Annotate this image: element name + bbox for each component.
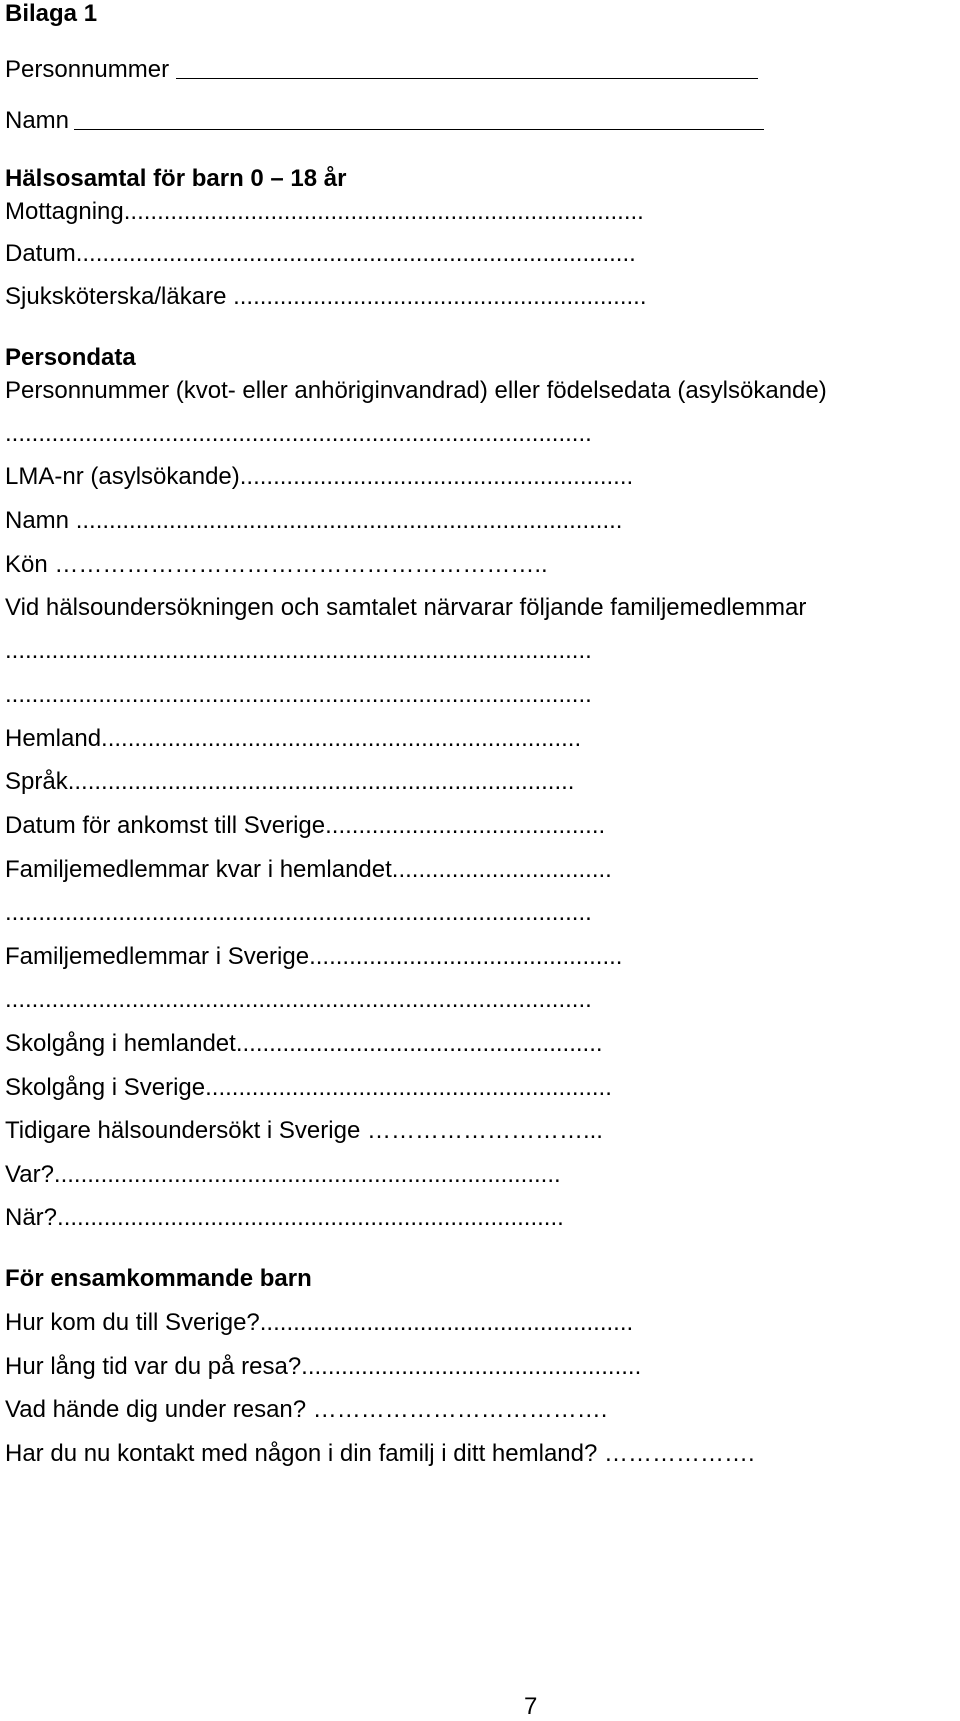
tidigare-halsoundersokt-field: Tidigare hälsoundersökt i Sverige ………………………... <box>5 1117 603 1144</box>
personnummer-kvot-dots: ........................................................................................ <box>5 420 592 447</box>
namn-label: Namn <box>5 107 70 134</box>
vad-hande-field: Vad hände dig under resan? ………………………………. <box>5 1396 608 1423</box>
personnummer-field-line[interactable] <box>176 78 758 79</box>
section-heading-ensamkommande: För ensamkommande barn <box>5 1265 312 1292</box>
personnummer-label: Personnummer <box>5 56 170 83</box>
section-heading-halsosamtal: Hälsosamtal för barn 0 – 18 år <box>5 165 347 192</box>
namn-field-line[interactable] <box>74 129 764 130</box>
page-number: 7 <box>524 1693 538 1720</box>
namn-field: Namn .................................................................................. <box>5 507 623 534</box>
sjukskoterska-field: Sjuksköterska/läkare .............................................................. <box>5 283 647 310</box>
hur-kom-field: Hur kom du till Sverige?........................................................ <box>5 1309 634 1336</box>
familj-kvar-hemlandet-field: Familjemedlemmar kvar i hemlandet................................. <box>5 856 612 883</box>
document-title: Bilaga 1 <box>5 0 98 27</box>
hur-lang-field: Hur lång tid var du på resa?................................................... <box>5 1353 642 1380</box>
var-field: Var?............................................................................ <box>5 1161 561 1188</box>
sprak-field: Språk............................................................................ <box>5 768 575 795</box>
narvarande-label: Vid hälsoundersökningen och samtalet närvarar följande familjemedlemmar <box>5 594 807 621</box>
kontakt-familj-field: Har du nu kontakt med någon i din familj i ditt hemland? ………………. <box>5 1440 755 1467</box>
nar-field: När?............................................................................ <box>5 1204 564 1231</box>
personnummer-kvot-label: Personnummer (kvot- eller anhöriginvandrad) eller födelsedata (asylsökande) <box>5 377 827 404</box>
narvarande-dots-1: ........................................................................................ <box>5 637 592 664</box>
hemland-field: Hemland........................................................................ <box>5 725 582 752</box>
ankomst-field: Datum för ankomst till Sverige.......................................... <box>5 812 606 839</box>
familj-i-sverige-field: Familjemedlemmar i Sverige............................................... <box>5 943 623 970</box>
familj-kvar-hemlandet-dots: ........................................................................................ <box>5 899 592 926</box>
skolgang-sverige-field: Skolgång i Sverige............................................................. <box>5 1074 612 1101</box>
mottagning-field: Mottagning.............................................................................. <box>5 198 644 225</box>
section-heading-persondata: Persondata <box>5 344 136 371</box>
narvarande-dots-2: ........................................................................................ <box>5 681 592 708</box>
kon-field: Kön …………………………………………………….. <box>5 551 548 578</box>
datum-field: Datum.................................................................................... <box>5 240 636 267</box>
lma-field: LMA-nr (asylsökande)........................................................... <box>5 463 634 490</box>
familj-i-sverige-dots: ........................................................................................ <box>5 986 592 1013</box>
skolgang-hemlandet-field: Skolgång i hemlandet....................................................... <box>5 1030 603 1057</box>
